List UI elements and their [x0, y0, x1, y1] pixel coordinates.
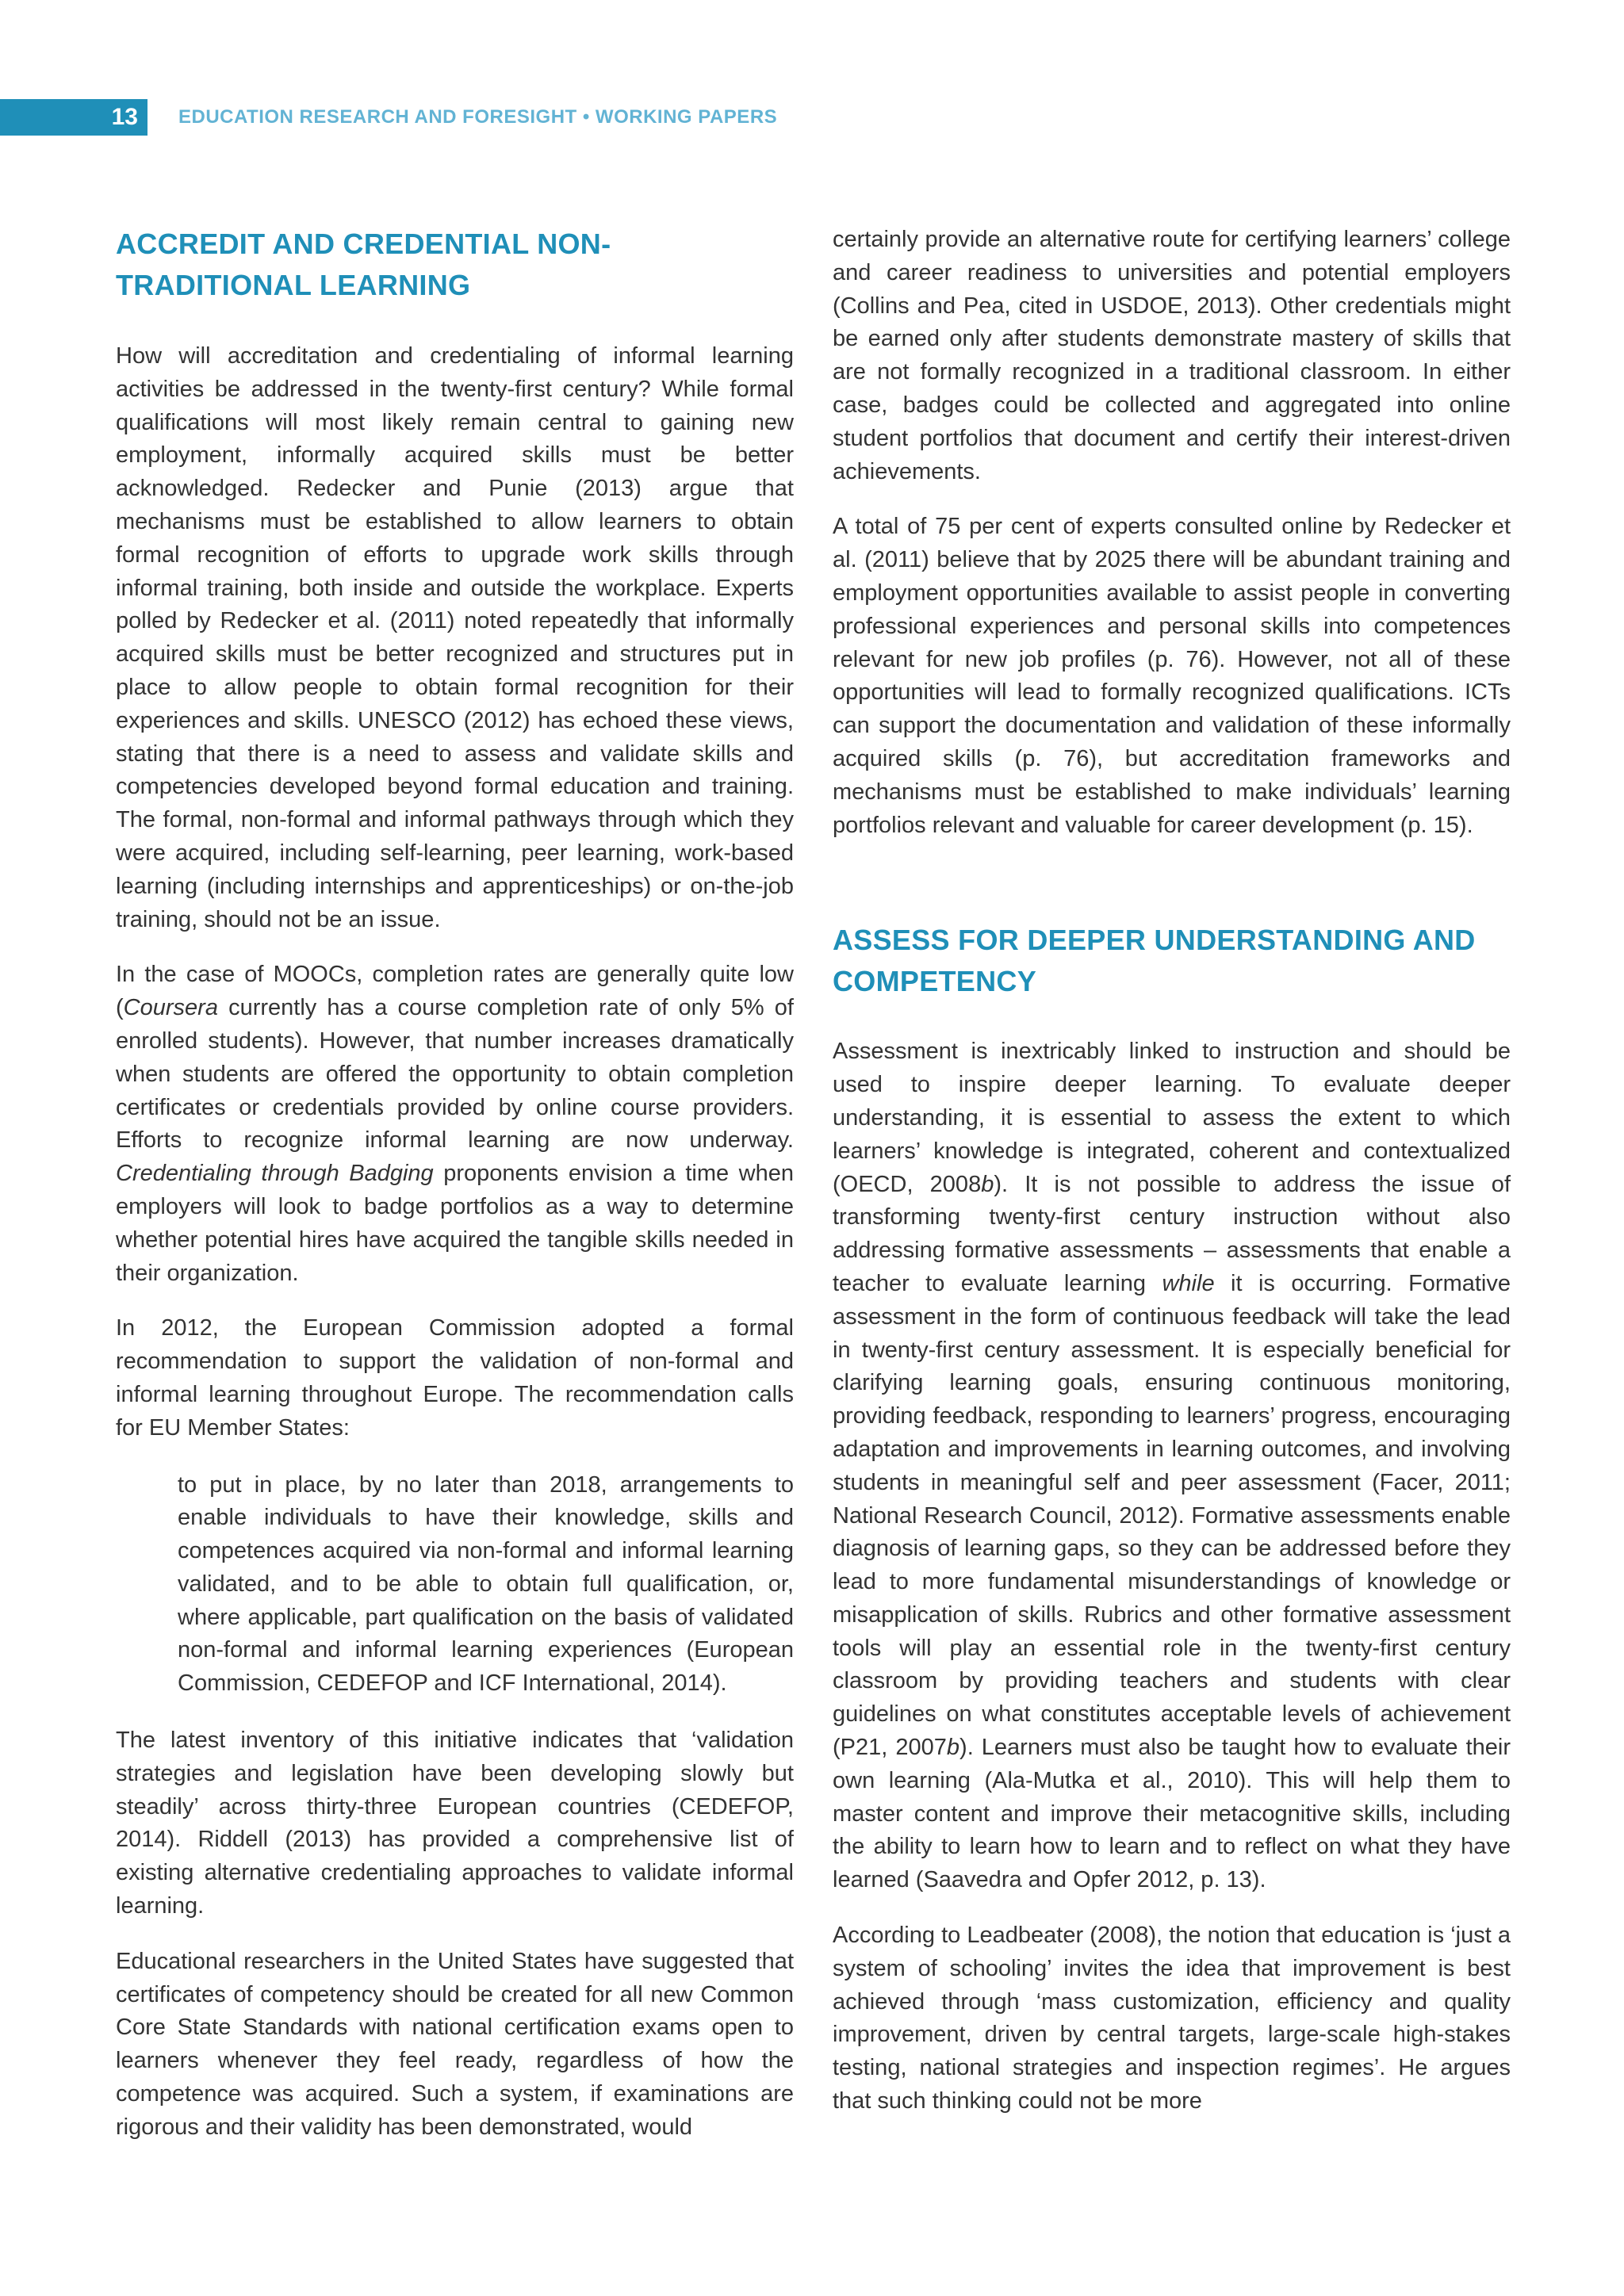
right-column	[833, 224, 1511, 2118]
running-header: EDUCATION RESEARCH AND FORESIGHT • WORKING PAPERS	[178, 106, 778, 128]
paragraph: How will accreditation and credentialing of informal learning activities be addressed in the twenty-first century? While formal qualifications will most likely remain central to gaining new employment, informally acquired skills must be better acknowledged. Redecker and Punie (2013) argue that mechanisms must be established to allow learners to obtain formal recognition of efforts to upgrade work skills through informal training, both inside and outside the workplace. Experts polled by Redecker et al. (2011) noted repeatedly that informally acquired skills must be better recognized and structures put in place to allow people to obtain formal recognition for their experiences and skills. UNESCO (2012) has echoed these views, stating that there is a need to assess and validate skills and competencies developed beyond formal education and training. The formal, non-formal and informal pathways through which they were acquired, including self-learning, peer learning, work-based learning (including internships and apprenticeships) or on-the-job training, should not be an issue.	[116, 343, 794, 932]
paragraph: certainly provide an alternative route for certifying learners’ college and career readiness to universities and potential employers (Collins and Pea, cited in USDOE, 2013). Other credentials might be earned only after students demonstrate mastery of skills that are not formally recognized in a traditional classroom. In either case, badges could be collected and aggregated into online student portfolios that document and certify their interest-driven achievements.	[833, 227, 1511, 484]
page-number: 13	[0, 99, 147, 136]
block-quote: to put in place, by no later than 2018, arrangements to enable individuals to have their knowledge, skills and competences acquired via non-formal and informal learning validated, and to be able to obtain full qualification, or, where applicable, part qualification on the basis of validated non-formal and informal learning experiences (European Commission, CEDEFOP and ICF International, 2014).	[178, 1471, 794, 1697]
paragraph: A total of 75 per cent of experts consulted online by Redecker et al. (2011) believe that by 2025 there will be abundant training and employment opportunities available to assist people in converting professional experiences and personal skills into competences relevant for new job profiles (p. 76). However, not all of these opportunities will lead to formally recognized qualifications. ICTs can support the documentation and validation of these informally acquired skills (p. 76), but accreditation frameworks and mechanisms must be established to make individuals’ learning portfolios relevant and valuable for career development (p. 15).	[833, 514, 1511, 838]
paragraph: Assessment is inextricably linked to instruction and should be used to inspire deeper learning. To evaluate deeper understanding, it is essential to assess the extent to which learners’ knowledge is integrated, coherent and contextualized (OECD, 2008b). It is not possible to address the issue of transforming twenty-first century instruction without also addressing formative assessments – assessments that enable a teacher to evaluate learning while it is occurring. Formative assessment in the form of continuous feedback will take the lead in twenty-first century assessment. It is especially beneficial for clarifying learning goals, ensuring continuous monitoring, providing feedback, responding to learners’ progress, encouraging adaptation and improvements in learning outcomes, and involving students in meaningful self and peer assessment (Facer, 2011; National Research Council, 2012). Formative assessments enable diagnosis of learning gaps, so they can be addressed before they lead to more fundamental misunderstandings of knowledge or misapplication of skills. Rubrics and other formative assessment tools will play an essential role in the twenty-first century classroom by providing teachers and students with clear guidelines on what constitutes acceptable levels of achievement (P21, 2007b). Learners must also be taught how to evaluate their own learning (Ala-Mutka et al., 2010). This will help them to master content and improve their metacognitive skills, including the ability to learn how to learn and to reflect on what they have learned (Saavedra and Opfer 2012, p. 13).	[833, 1039, 1511, 1893]
section-heading-assess: ASSESS FOR DEEPER UNDERSTANDING AND COMPETENCY	[833, 924, 1476, 998]
paragraph: The latest inventory of this initiative indicates that ‘validation strategies and legislation have been developing slowly but steadily’ across thirty-three European countries (CEDEFOP, 2014). Riddell (2013) has provided a comprehensive list of existing alternative credentialing approaches to validate informal learning.	[116, 1728, 794, 1919]
paragraph: In the case of MOOCs, completion rates are generally quite low (Coursera currently has a course completion rate of only 5% of enrolled students). However, that number increases dramatically when students are offered the opportunity to obtain completion certificates or credentials provided by online course providers. Efforts to recognize informal learning are now underway. Credentialing through Badging proponents envision a time when employers will look to badge portfolios as a way to determine whether potential hires have acquired the tangible skills needed in their organization.	[116, 962, 794, 1286]
left-column	[116, 224, 794, 2145]
paragraph: According to Leadbeater (2008), the notion that education is ‘just a system of schooling’ invites the idea that improvement is best achieved through ‘mass customization, efficiency and quality improvement, driven by central targets, large-scale high-stakes testing, national strategies and inspection regimes’. He argues that such thinking could not be more	[833, 1923, 1511, 2114]
section-heading-accredit: ACCREDIT AND CREDENTIAL NON-TRADITIONAL LEARNING	[116, 228, 611, 301]
paragraph: Educational researchers in the United States have suggested that certificates of competency should be created for all new Common Core State Standards with national certification exams open to learners whenever they feel ready, regardless of how the competence was acquired. Such a system, if examinations are rigorous and their validity has been demonstrated, would	[116, 1948, 794, 2140]
paragraph: In 2012, the European Commission adopted a formal recommendation to support the validation of non-formal and informal learning throughout Europe. The recommendation calls for EU Member States:	[116, 1315, 794, 1441]
